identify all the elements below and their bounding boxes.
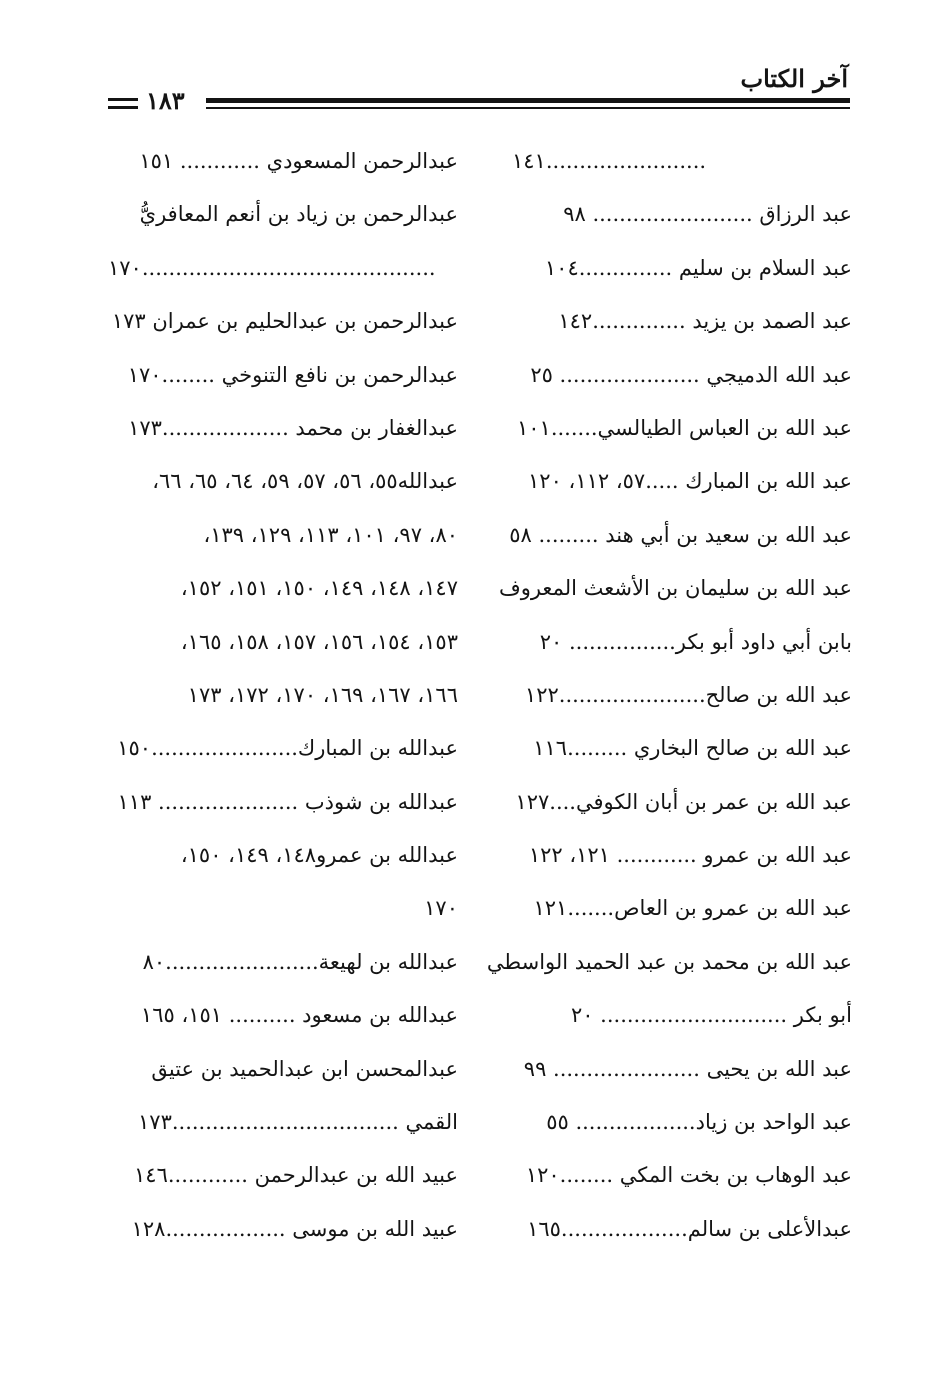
index-entry: عبدالله بن المبارك......................١٥٠ bbox=[117, 736, 458, 761]
index-entry: بابن أبي داود أبو بكر................ ٢٠ bbox=[539, 629, 852, 654]
index-entry: عبدالله٥٥، ٥٦، ٥٧، ٥٩، ٦٤، ٦٥، ٦٦، bbox=[152, 469, 458, 494]
index-entry: عبدالمحسن ابن عبدالحميد بن عتيق bbox=[151, 1056, 458, 1081]
index-entry: عبد الله بن العباس الطيالسي.......١٠١ bbox=[516, 415, 852, 440]
index-entry: عبدالغفار بن محمد ...................١٧٣ bbox=[128, 415, 458, 440]
index-entry: عبد الله بن صالح البخاري .........١١٦ bbox=[533, 736, 852, 761]
page-number: ١٨٣ bbox=[146, 86, 185, 115]
index-entry: عبدالأعلى بن سالم...................١٦٥ bbox=[527, 1216, 852, 1241]
index-entry: عبد الله بن عمر بن أبان الكوفي....١٢٧ bbox=[515, 789, 852, 814]
index-entry: عبد الله الدميجي ..................... ٢٥ bbox=[530, 362, 852, 387]
page-number-bar-top bbox=[108, 98, 138, 101]
index-entry: عبدالرحمن المسعودي ............ ١٥١ bbox=[139, 149, 458, 173]
index-entry: ١٤٧، ١٤٨، ١٤٩، ١٥٠، ١٥١، ١٥٢، bbox=[180, 576, 458, 601]
index-entry: عبيد الله بن عبدالرحمن ............١٤٦ bbox=[134, 1163, 458, 1188]
index-entry: عبدالله بن لهيعة.......................٨٠ bbox=[142, 949, 458, 974]
index-entry: عبد الوهاب بن بخت المكي ........١٢٠ bbox=[525, 1163, 852, 1188]
index-entry: ١٦٦، ١٦٧، ١٦٩، ١٧٠، ١٧٢، ١٧٣ bbox=[187, 682, 458, 707]
index-entry: أبو بكر ............................ ٢٠ bbox=[570, 1003, 852, 1028]
index-entry: ١٥٣، ١٥٤، ١٥٦، ١٥٧، ١٥٨، ١٦٥، bbox=[180, 629, 458, 654]
index-entry: عبدالله بن عمرو١٤٨، ١٤٩، ١٥٠، bbox=[180, 843, 458, 868]
header-rule-thick bbox=[206, 98, 850, 103]
running-title: آخر الكتاب bbox=[740, 64, 848, 93]
index-entry: عبد الله بن محمد بن عبد الحميد الواسطي bbox=[486, 949, 852, 974]
index-entry: عبدالله بن مسعود .......... ١٥١، ١٦٥ bbox=[140, 1003, 458, 1028]
index-entry: عبد الله بن عمرو بن العاص.......١٢١ bbox=[533, 896, 852, 921]
index-entry: عبد الله بن صالح......................١٢٢ bbox=[524, 682, 852, 707]
index-entry: ١٧٠ bbox=[424, 896, 458, 921]
page-number-bar-bottom bbox=[108, 106, 138, 109]
index-entry: عبدالرحمن بن زياد بن أنعم المعافريُّ bbox=[139, 202, 458, 227]
index-entry: عبدالرحمن بن عبدالحليم بن عمران ١٧٣ bbox=[111, 309, 458, 334]
index-entry: عبد الله بن يحيى ...................... ٩٩ bbox=[523, 1056, 852, 1081]
header-rule-thin bbox=[206, 107, 850, 109]
index-column-left bbox=[108, 135, 458, 1256]
index-entry: عبد الله بن المبارك .....٥٧، ١١٢، ١٢٠ bbox=[528, 469, 852, 494]
index-entry: عبدالله بن شوذب ..................... ١١٣ bbox=[117, 789, 458, 814]
index-entry: عبد السلام بن سليم ..............١٠٤ bbox=[544, 255, 852, 280]
index-entry: عبيد الله بن موسى ..................١٢٨ bbox=[131, 1216, 458, 1241]
index-entry: ............................................١٧٠ bbox=[108, 255, 436, 280]
index-column-right bbox=[486, 135, 852, 1256]
index-entry: ٨٠، ٩٧، ١٠١، ١١٣، ١٢٩، ١٣٩، bbox=[203, 522, 458, 547]
index-entry: ........................١٤١ bbox=[512, 149, 707, 173]
index-entry: عبد الرزاق ........................ ٩٨ bbox=[563, 202, 852, 227]
index-entry: عبد الواحد بن زياد.................. ٥٥ bbox=[546, 1110, 852, 1135]
index-entry: عبد الصمد بن يزيد ..............١٤٢ bbox=[558, 309, 852, 334]
index-entry: عبد الله بن عمرو ............ ١٢١، ١٢٢ bbox=[528, 843, 852, 868]
index-entry: عبدالرحمن بن نافع التنوخي ........١٧٠ bbox=[127, 362, 458, 387]
index-entry: عبد الله بن سليمان بن الأشعث المعروف bbox=[498, 576, 852, 601]
index-entry: القمي ..................................١٧٣ bbox=[138, 1110, 458, 1135]
index-entry: عبد الله بن سعيد بن أبي هند ......... ٥٨ bbox=[509, 522, 852, 547]
